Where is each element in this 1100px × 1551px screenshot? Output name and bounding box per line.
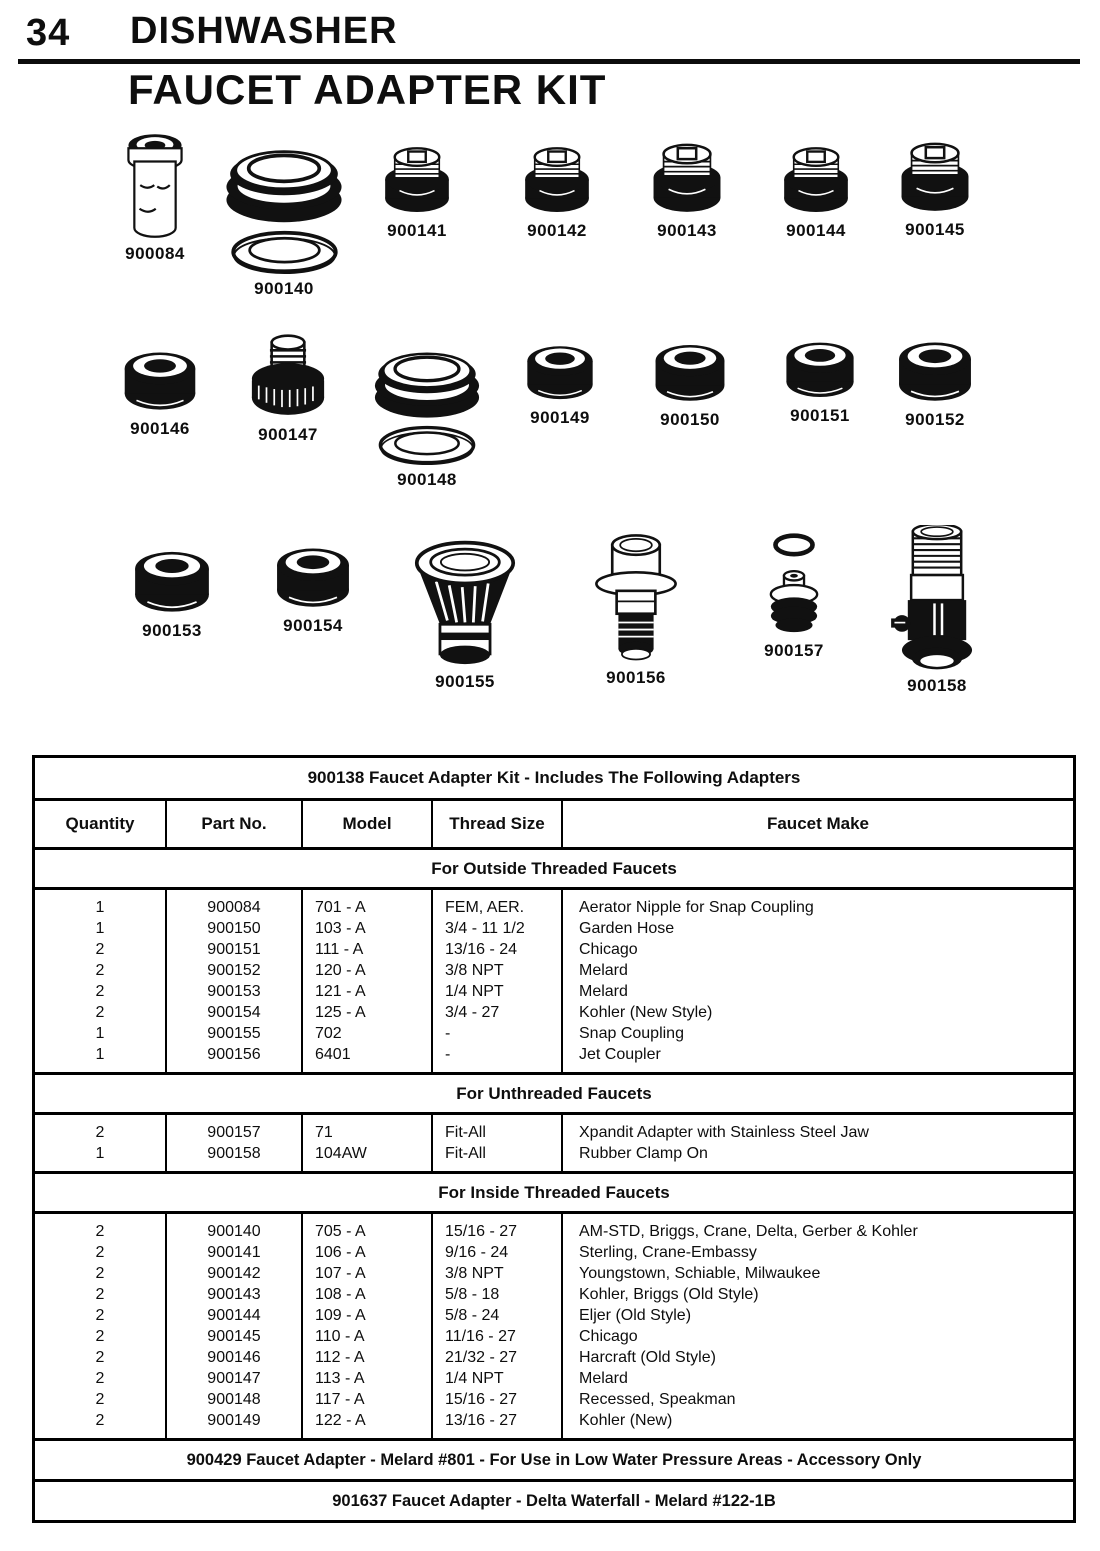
part-figure-900156 [592, 531, 680, 688]
column-header-faucet-make: Faucet Make [766, 814, 870, 833]
table-cell: 2 [95, 1286, 105, 1303]
table-cell: Chicago [579, 1328, 638, 1345]
table-cell: Kohler (New Style) [579, 1004, 713, 1021]
section-header: For Inside Threaded Faucets [35, 1171, 1073, 1214]
table-cell: 900084 [207, 899, 261, 916]
washer-part-icon [229, 230, 340, 274]
ring-part-icon [128, 537, 216, 616]
table-cell: 13/16 - 24 [445, 941, 518, 958]
table-cell: 2 [95, 1223, 105, 1240]
table-cell: 900150 [207, 920, 261, 937]
table-cell: 702 [315, 1025, 342, 1042]
plug-part-icon [377, 138, 457, 216]
part-number-label: 900148 [397, 470, 457, 489]
table-cell: Harcraft (Old Style) [579, 1349, 716, 1366]
column-header-thread-size: Thread Size [433, 801, 563, 847]
table-cell: 2 [95, 1265, 105, 1282]
table-title: 900138 Faucet Adapter Kit - Includes The Following Adapters [35, 758, 1073, 801]
table-cell: 1 [95, 899, 105, 916]
table-cell: - [445, 1046, 451, 1063]
nipple-part-icon [118, 132, 192, 239]
part-number-label: 900140 [254, 279, 314, 298]
footer-note-900429: 900429 Faucet Adapter - Melard #801 - For Use in Low Water Pressure Areas - Accessory Only [35, 1438, 1073, 1479]
table-cell: 900154 [207, 1004, 261, 1021]
part-number-label: 900151 [790, 406, 850, 425]
table-cell: Recessed, Speakman [579, 1391, 736, 1408]
table-cell: FEM, AER. [445, 899, 525, 916]
ring-part-icon [521, 333, 599, 403]
table-cell: Snap Coupling [579, 1025, 684, 1042]
table-cell: 900153 [207, 983, 261, 1000]
column-header-model: Model [303, 801, 433, 847]
table-cell: 900147 [207, 1370, 261, 1387]
part-figure-900144 [776, 138, 856, 241]
table-cell: 900152 [207, 962, 261, 979]
part-figure-900084 [118, 132, 192, 264]
table-cell: 5/8 - 24 [445, 1307, 500, 1324]
part-figure-900145 [893, 133, 977, 240]
table-column [35, 1214, 167, 1438]
part-figure-900143 [645, 134, 729, 241]
table-cell: 900149 [207, 1412, 261, 1429]
part-number-label: 900157 [764, 641, 824, 660]
table-cell: 900158 [207, 1145, 261, 1162]
table-cell: Rubber Clamp On [579, 1145, 708, 1162]
table-cell: 13/16 - 27 [445, 1412, 518, 1429]
table-cell: Jet Coupler [579, 1046, 661, 1063]
section-rows [35, 1214, 1073, 1438]
table-cell: 108 - A [315, 1286, 366, 1303]
dome-part-icon [368, 337, 486, 421]
table-cell: 2 [95, 1349, 105, 1366]
table-cell: 121 - A [315, 983, 366, 1000]
table-cell: 2 [95, 1328, 105, 1345]
ring-part-icon [270, 534, 356, 611]
table-column [303, 1115, 433, 1171]
ring-part-icon [892, 328, 978, 405]
table-cell: Melard [579, 983, 628, 1000]
ring-part-icon [649, 331, 731, 405]
part-number-label: 900084 [125, 244, 185, 263]
table-cell: 71 [315, 1124, 333, 1141]
table-column [303, 1214, 433, 1438]
table-cell: 3/8 NPT [445, 1265, 504, 1282]
table-cell: 6401 [315, 1046, 351, 1063]
table-cell: 701 - A [315, 899, 366, 916]
part-figure-900146 [118, 338, 202, 439]
table-cell: Xpandit Adapter with Stainless Steel Jaw [579, 1124, 869, 1141]
page-category: DISHWASHER [130, 10, 398, 52]
table-cell: 2 [95, 1124, 105, 1141]
part-figure-900155 [414, 537, 516, 692]
table-column [563, 1214, 1073, 1438]
table-cell: 900142 [207, 1265, 261, 1282]
table-cell: 111 - A [315, 941, 364, 958]
table-cell: AM-STD, Briggs, Crane, Delta, Gerber & Kohler [579, 1223, 918, 1240]
part-number-label: 900158 [907, 676, 967, 695]
table-cell: 705 - A [315, 1223, 366, 1240]
bigcone-part-icon [414, 537, 516, 667]
plug-part-icon [776, 138, 856, 216]
table-cell: Sterling, Crane-Embassy [579, 1244, 757, 1261]
part-number-label: 900150 [660, 410, 720, 429]
part-number-label: 900146 [130, 419, 190, 438]
table-column [303, 890, 433, 1072]
part-figure-900157 [763, 531, 825, 661]
table-cell: Melard [579, 1370, 628, 1387]
part-number-label: 900141 [387, 221, 447, 240]
table-cell: 2 [95, 983, 105, 1000]
column-header-quantity: Quantity [35, 801, 167, 847]
coupler-part-icon [592, 531, 680, 663]
table-cell: 1 [95, 1046, 105, 1063]
part-figure-900142 [517, 138, 597, 241]
table-cell: Fit-All [445, 1124, 486, 1141]
table-cell: 1 [95, 1025, 105, 1042]
part-figure-900148 [368, 337, 486, 490]
section-rows [35, 1115, 1073, 1171]
table-cell: Kohler (New) [579, 1412, 673, 1429]
part-number-label: 900156 [606, 668, 666, 687]
table-cell: Aerator Nipple for Snap Coupling [579, 899, 814, 916]
table-cell: 107 - A [315, 1265, 366, 1282]
plug-part-icon [645, 134, 729, 216]
table-cell: 5/8 - 18 [445, 1286, 500, 1303]
table-cell: 113 - A [315, 1370, 365, 1387]
table-cell: 900145 [207, 1328, 261, 1345]
table-cell: 1/4 NPT [445, 983, 504, 1000]
table-cell: 3/4 - 27 [445, 1004, 500, 1021]
table-column [167, 890, 303, 1072]
table-cell: Chicago [579, 941, 638, 958]
table-cell: 106 - A [315, 1244, 366, 1261]
part-number-label: 900142 [527, 221, 587, 240]
table-cell: 900140 [207, 1223, 261, 1240]
table-cell: 900155 [207, 1025, 261, 1042]
part-figure-900151 [780, 329, 860, 426]
clamp-part-icon [891, 525, 983, 671]
table-column [167, 1115, 303, 1171]
part-figure-900141 [377, 138, 457, 241]
cone-part-icon [245, 334, 331, 420]
part-number-label: 900147 [258, 425, 318, 444]
table-cell: 900141 [207, 1244, 261, 1261]
table-cell: 103 - A [315, 920, 366, 937]
page-number: 34 [26, 12, 71, 54]
table-cell: 15/16 - 27 [445, 1223, 518, 1240]
table-cell: 900144 [207, 1307, 261, 1324]
part-figure-900140 [219, 133, 349, 299]
table-cell: Eljer (Old Style) [579, 1307, 692, 1324]
part-figure-900149 [521, 333, 599, 428]
part-number-label: 900149 [530, 408, 590, 427]
table-cell: 900156 [207, 1046, 261, 1063]
table-body [35, 850, 1073, 1438]
table-cell: 9/16 - 24 [445, 1244, 509, 1261]
table-cell: 2 [95, 1004, 105, 1021]
part-number-label: 900145 [905, 220, 965, 239]
section-rows [35, 890, 1073, 1072]
table-column [35, 890, 167, 1072]
part-figure-900152 [892, 328, 978, 430]
table-cell: 3/8 NPT [445, 962, 504, 979]
table-column [167, 1214, 303, 1438]
table-cell: 900157 [207, 1124, 261, 1141]
washer-part-icon [377, 425, 477, 465]
part-figure-900147 [245, 334, 331, 445]
table-column [563, 1115, 1073, 1171]
table-cell: Fit-All [445, 1145, 486, 1162]
column-header-part-no: Part No. [167, 801, 303, 847]
table-cell: Youngstown, Schiable, Milwaukee [579, 1265, 821, 1282]
table-cell: 120 - A [315, 962, 366, 979]
part-figure-900153 [128, 537, 216, 641]
table-cell: 900146 [207, 1349, 261, 1366]
table-cell: 2 [95, 941, 105, 958]
parts-figure-area [0, 0, 1100, 750]
table-cell: 2 [95, 1244, 105, 1261]
part-number-label: 900153 [142, 621, 202, 640]
table-cell: - [445, 1025, 451, 1042]
table-cell: 1 [95, 920, 105, 937]
table-cell: 117 - A [315, 1391, 365, 1408]
ring-part-icon [118, 338, 202, 414]
section-header: For Outside Threaded Faucets [35, 850, 1073, 890]
table-cell: 2 [95, 1370, 105, 1387]
table-cell: 2 [95, 1307, 105, 1324]
table-cell: 2 [95, 1391, 105, 1408]
table-column [433, 1214, 563, 1438]
table-cell: 110 - A [315, 1328, 365, 1345]
part-number-label: 900154 [283, 616, 343, 635]
part-number-label: 900155 [435, 672, 495, 691]
page-title: FAUCET ADAPTER KIT [128, 66, 607, 113]
plug-part-icon [517, 138, 597, 216]
table-cell: 11/16 - 27 [445, 1328, 516, 1345]
table-cell: 125 - A [315, 1004, 366, 1021]
table-cell: 122 - A [315, 1412, 366, 1429]
table-header-row [35, 801, 1073, 850]
table-column [433, 890, 563, 1072]
part-number-label: 900152 [905, 410, 965, 429]
table-cell: 21/32 - 27 [445, 1349, 518, 1366]
table-cell: 1 [95, 1145, 105, 1162]
table-cell: 1/4 NPT [445, 1370, 504, 1387]
part-figure-900154 [270, 534, 356, 636]
table-column [563, 890, 1073, 1072]
footer-note-901637: 901637 Faucet Adapter - Delta Waterfall - Melard #122-1B [35, 1479, 1073, 1520]
table-cell: 2 [95, 1412, 105, 1429]
part-figure-900158 [891, 525, 983, 696]
table-column [35, 1115, 167, 1171]
table-cell: 104AW [315, 1145, 367, 1162]
table-cell: 900143 [207, 1286, 261, 1303]
section-header: For Unthreaded Faucets [35, 1072, 1073, 1115]
table-cell: 2 [95, 962, 105, 979]
table-cell: 15/16 - 27 [445, 1391, 518, 1408]
plug-part-icon [893, 133, 977, 215]
ring-part-icon [780, 329, 860, 401]
table-cell: 3/4 - 11 1/2 [445, 920, 525, 937]
xpandit-part-icon [763, 531, 825, 636]
table-column [433, 1115, 563, 1171]
parts-table [32, 755, 1076, 1523]
dome-part-icon [219, 133, 349, 226]
table-cell: 109 - A [315, 1307, 366, 1324]
part-number-label: 900144 [786, 221, 846, 240]
table-cell: 900148 [207, 1391, 261, 1408]
part-number-label: 900143 [657, 221, 717, 240]
part-figure-900150 [649, 331, 731, 430]
table-cell: Garden Hose [579, 920, 675, 937]
table-cell: 900151 [207, 941, 261, 958]
table-cell: 112 - A [315, 1349, 365, 1366]
table-cell: Kohler, Briggs (Old Style) [579, 1286, 759, 1303]
table-cell: Melard [579, 962, 628, 979]
